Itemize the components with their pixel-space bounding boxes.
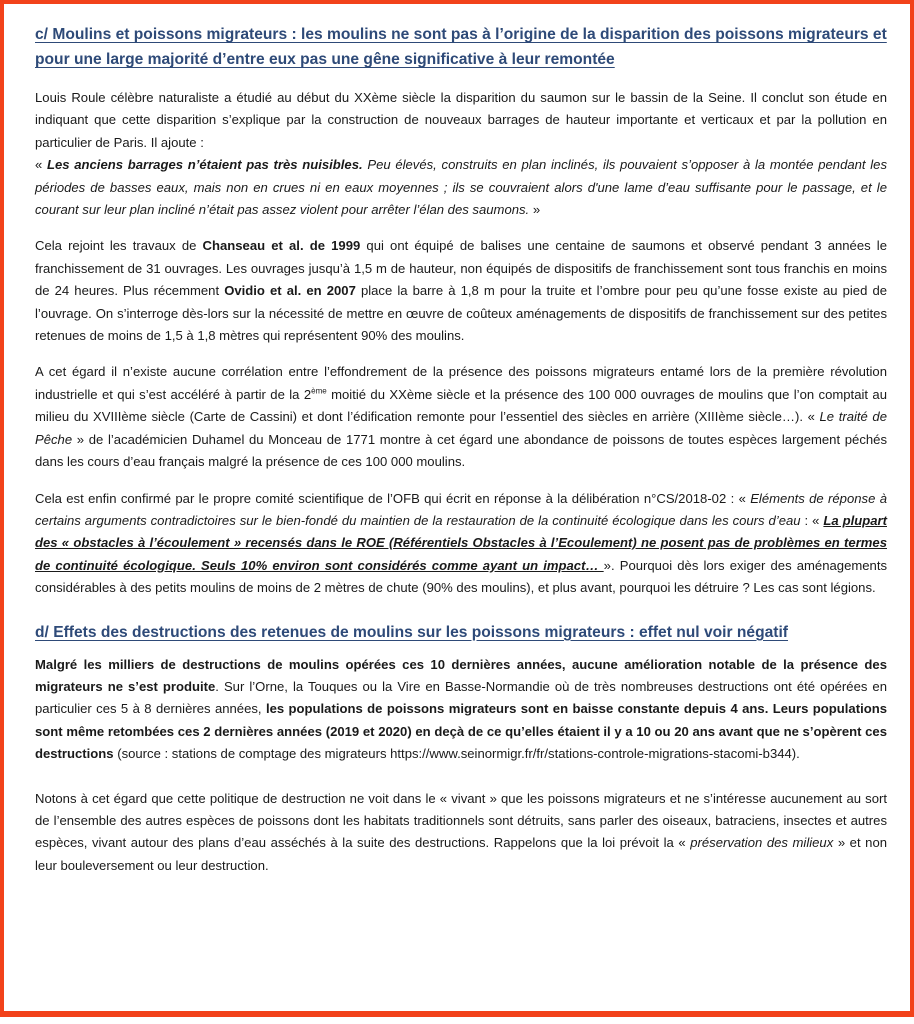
paragraph-text: Cela est enfin confirmé par le propre comité scientifique de l’OFB qui écrit en réponse à la délibération n°CS/2018-02 : « [35, 490, 751, 506]
section-d-heading [35, 620, 887, 645]
paragraph-vivant [35, 788, 887, 878]
citation-chanseau: Chanseau et al. de 1999 [202, 238, 361, 254]
citation-ovidio: Ovidio et al. en 2007 [224, 283, 356, 299]
paragraph-bold: Malgré les milliers de destructions de moulins opérées ces 10 dernières années, aucune amélioration notable de la présence des migrateurs ne s’est produite [35, 656, 887, 694]
section-d-heading-emphasis: effet nul voir négatif [638, 623, 789, 641]
section-d-heading-text: d/ Effets des destructions des retenues de moulins sur les poissons migrateurs : [35, 623, 639, 641]
book-title: Le traité de Pêche [35, 409, 887, 447]
quote-text: Peu élevés, construits en plan inclinés, ils pouvaient s’opposer à la montée pendant les périodes de basses eaux, mais non en crues ni en eaux moyennes ; ils se couvraient alors d'une lame d’eau suffisante pour le passage, et le courant sur leur plan incliné n’était pas assez violent pour arrêter l’élan des saumons. [35, 157, 887, 218]
quote-open: « [35, 157, 47, 173]
paragraph-text: » de l’académicien Duhamel du Monceau de 1771 montre à cet égard une abondance de poissons de toutes espèces largement péchés dans les cours d’eau français malgré la présence de ces 100 000 moulins. [35, 431, 887, 470]
paragraph-chanseau [35, 235, 887, 347]
paragraph-text: . Sur l’Orne, la Touques ou la Vire en Basse-Normandie où de très nombreuses destructions ont été opérées en particulier ces 5 à 8 dernières années, [35, 678, 887, 717]
paragraph-destructions [35, 654, 887, 766]
paragraph-bold: les populations de poissons migrateurs sont en baisse constante depuis 4 ans. Leurs populations sont même retombées ces 2 dernières années (2019 et 2020) en deçà de ce qu’elles étaient il y a 10 ou 20 ans avant que ne s’opèrent ces destructions [35, 701, 887, 762]
quote-close: » [529, 202, 541, 218]
superscript: ème [311, 386, 327, 396]
paragraph-text: qui ont équipé de balises une centaine de saumons et observé pendant 3 années le franchissement de 31 ouvrages. Les ouvrages jusqu’à 1,5 m de hauteur, non équipés de dispositifs de franchissement sont tous franchis en moins de 24 heures. Plus récemment [35, 238, 887, 299]
document-title: Eléments de réponse à certains arguments contradictoires sur le bien-fondé du maintien de la restauration de la continuité écologique dans les cours d’eau [35, 490, 887, 528]
paragraph-text: (source : stations de comptage des migrateurs https://www.seinormigr.fr/fr/stations-controle-migrations-stacomi-b344). [113, 746, 800, 762]
paragraph-italic: préservation des milieux [690, 835, 834, 851]
paragraph-text: » et non leur bouleversement ou leur destruction. [35, 835, 888, 873]
paragraph-text: : « [800, 512, 824, 528]
paragraph-text: A cet égard il n’existe aucune corrélation entre l’effondrement de la présence des poissons migrateurs entamé lors de la première révolution industrielle et qui s’est accéléré à partir de la 2 [35, 364, 887, 402]
paragraph-text: Cela rejoint les travaux de [35, 238, 203, 254]
paragraph-text: Louis Roule célèbre naturaliste a étudié au début du XXème siècle la disparition du saumon sur le bassin de la Seine. Il conclut son étude en indiquant que cette disparition s’explique par la construction de nouveaux barrages de hauteur importante et verticaux et par la pollution en particulier de Paris. Il ajoute : [35, 90, 887, 150]
section-c-heading-text: c/ Moulins et poissons migrateurs : les moulins ne sont pas à l’origine de la disparition des poissons migrateurs et pour une large majorité d’entre eux pas une gêne significative à leur remontée [35, 26, 887, 68]
paragraph-louis-roule [35, 87, 887, 221]
ofb-quote: La plupart des « obstacles à l’écoulement » recensés dans le ROE (Référentiels Obstacles à l’Ecoulement) ne posent pas de problèmes en termes de continuité écologique. Seuls 10% environ sont considérés comme ayant un impact… [35, 512, 887, 573]
document-content [35, 22, 887, 877]
paragraph-text: ». Pourquoi dès lors exiger des aménagements considérables à des petits moulins de moins de 2 mètres de chute (90% des moulins), et plus avant, pourquoi les détruire ? Les cas sont légions. [35, 557, 888, 596]
paragraph-correlation [35, 361, 887, 473]
paragraph-text: place la barre à 1,8 m pour la truite et l’ombre pour peu qu’une fosse existe au pied de l’ouvrage. On s’interroge dès-lors sur la nécessité de mettre en œuvre de coûteux aménagements de dispositifs de franchissement sur des petites retenues de moins de 1,5 à 1,8 mètres qui représentent 90% des moulins. [35, 283, 888, 344]
section-c-heading [35, 22, 887, 72]
paragraph-text: moitié du XXème siècle et la présence des 100 000 ouvrages de moulins que l’on comptait au milieu du XVIIIème siècle (Carte de Cassini) et dont l’édification remonte pour l’essentiel des siècles en arrière (XIIIème siècle…). « [35, 386, 887, 425]
paragraph-ofb [35, 488, 887, 600]
paragraph-text: Notons à cet égard que cette politique de destruction ne voit dans le « vivant » que les poissons migrateurs et ne s’intéresse aucunement au sort de l’ensemble des autres espèces de poissons dont les habitats traditionnels sont détruits, sans parler des oiseaux, batraciens, insectes et autres espèces, vivant autour des plans d’eau asséchés à la suite des destructions. Rappelons que la loi prévoit la « [35, 790, 887, 851]
quote-bold: Les anciens barrages n’étaient pas très nuisibles. [46, 157, 363, 173]
